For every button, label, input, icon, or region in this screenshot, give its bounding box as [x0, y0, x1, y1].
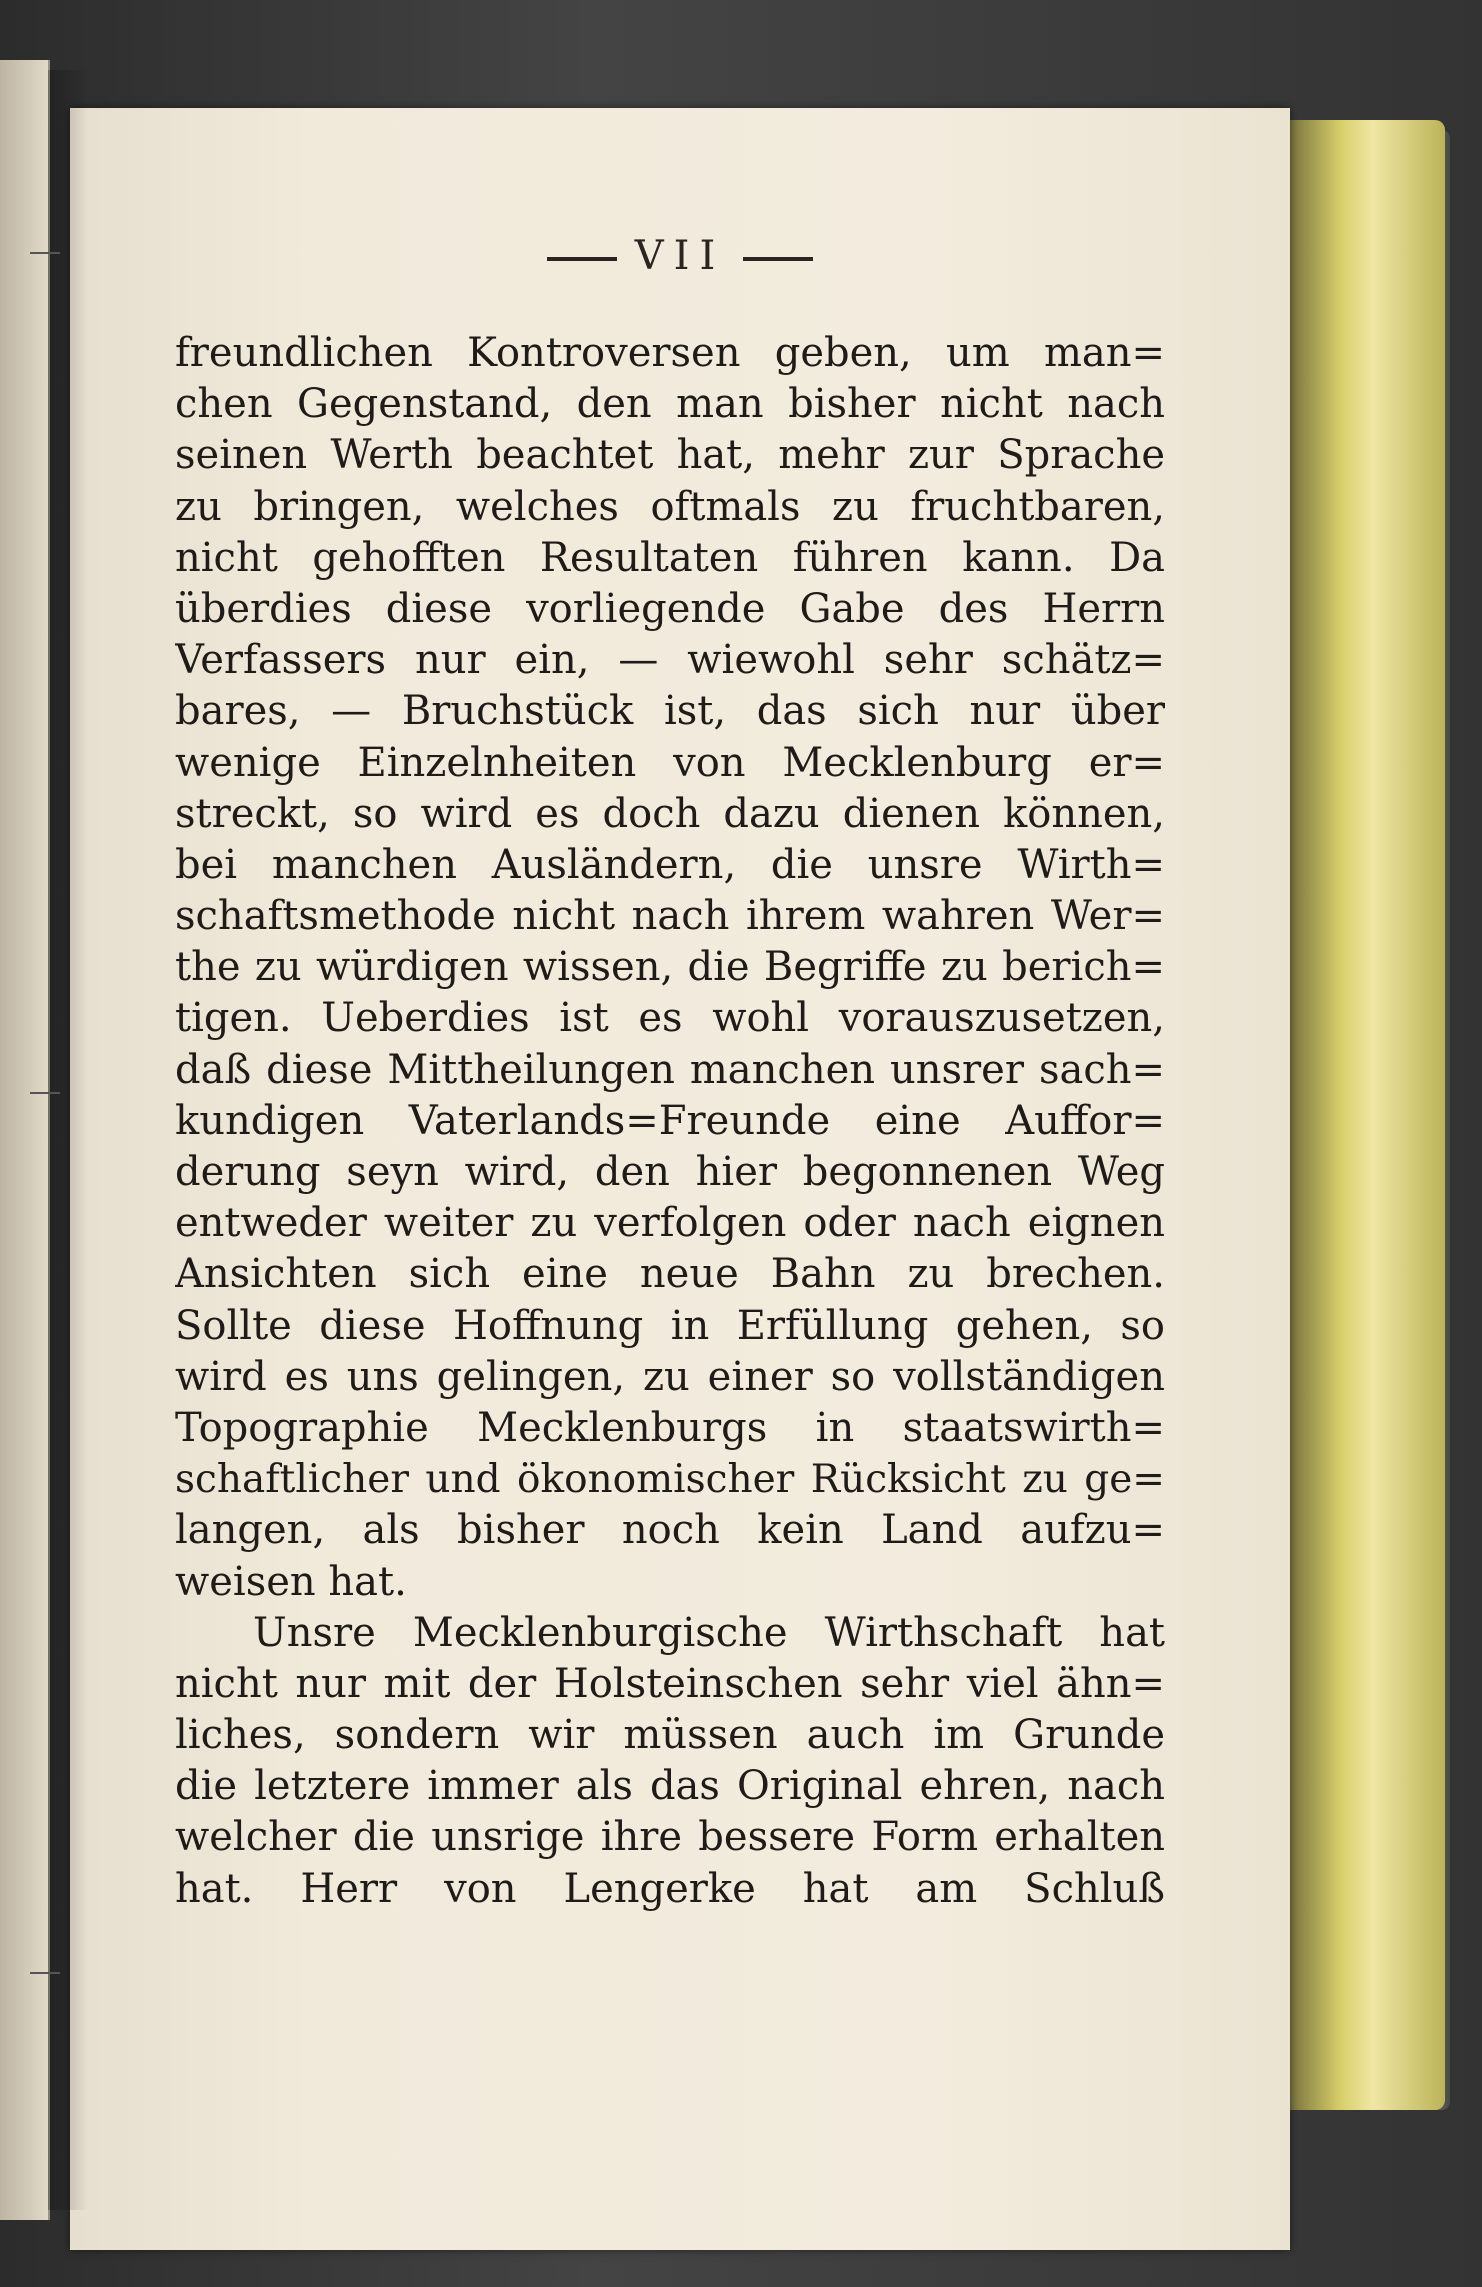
text-line: Sollte diese Hoffnung in Erfüllung gehen, so [175, 1302, 1165, 1349]
page-block-edge [1285, 120, 1445, 2110]
text-line: langen, als bisher noch kein Land aufzu= [175, 1507, 1165, 1554]
text-line: freundlichen Kontroversen geben, um man= [175, 330, 1165, 376]
text-line: derung seyn wird, den hier begonnenen Weg [175, 1149, 1165, 1195]
text-line: liches, sondern wir müssen auch im Grunde [175, 1712, 1165, 1759]
text-line: wird es uns gelingen, zu einer so vollständigen [175, 1353, 1165, 1400]
margin-mark [30, 252, 60, 254]
text-line: chen Gegenstand, den man bisher nicht nach [175, 381, 1165, 428]
text-line: bares, — Bruchstück ist, das sich nur über [175, 688, 1165, 735]
text-line: kundigen Vaterlands=Freunde eine Auffor= [175, 1097, 1165, 1144]
body-text [175, 328, 1165, 1915]
text-line: the zu würdigen wissen, die Begriffe zu berich= [175, 944, 1165, 991]
text-line: Verfassers nur ein, — wiewohl sehr schätz= [175, 637, 1165, 684]
spine-shadow [48, 70, 88, 2210]
header-dash-right [743, 257, 813, 261]
text-line: Topographie Mecklenburgs in staatswirth= [175, 1404, 1165, 1451]
text-line: nicht gehofften Resultaten führen kann. Da [175, 534, 1165, 581]
page-number: VII [634, 233, 726, 279]
header-dash-left [547, 257, 617, 261]
text-line: die letztere immer als das Original ehren, nach [175, 1763, 1165, 1810]
margin-mark [30, 1972, 60, 1974]
text-line: überdies diese vorliegende Gabe des Herrn [175, 585, 1165, 632]
text-line: wenige Einzelnheiten von Mecklenburg er= [175, 739, 1165, 786]
text-line: schaftsmethode nicht nach ihrem wahren Wer= [175, 893, 1165, 940]
text-line: seinen Werth beachtet hat, mehr zur Sprache [175, 432, 1165, 479]
text-line: welcher die unsrige ihre bessere Form erhalten [175, 1814, 1165, 1861]
page-header [70, 233, 1290, 279]
text-line: zu bringen, welches oftmals zu fruchtbaren, [175, 483, 1165, 530]
text-line: bei manchen Ausländern, die unsre Wirth= [175, 841, 1165, 888]
text-line: daß diese Mittheilungen manchen unsrer sach= [175, 1046, 1165, 1093]
margin-mark [30, 1092, 60, 1094]
text-line: tigen. Ueberdies ist es wohl vorauszusetzen, [175, 995, 1165, 1042]
text-line: streckt, so wird es doch dazu dienen können, [175, 790, 1165, 837]
text-line: Unsre Mecklenburgische Wirthschaft hat [253, 1609, 1165, 1656]
text-line: weisen hat. [175, 1558, 407, 1605]
text-line: schaftlicher und ökonomischer Rücksicht zu ge= [175, 1457, 1165, 1503]
text-line: nicht nur mit der Holsteinschen sehr viel ähn= [175, 1660, 1165, 1707]
book-page [70, 108, 1290, 2250]
text-line: entweder weiter zu verfolgen oder nach eignen [175, 1200, 1165, 1247]
text-line: Ansichten sich eine neue Bahn zu brechen. [175, 1251, 1165, 1298]
facing-page-edge [0, 60, 50, 2220]
text-line: hat. Herr von Lengerke hat am Schluß [175, 1865, 1165, 1912]
